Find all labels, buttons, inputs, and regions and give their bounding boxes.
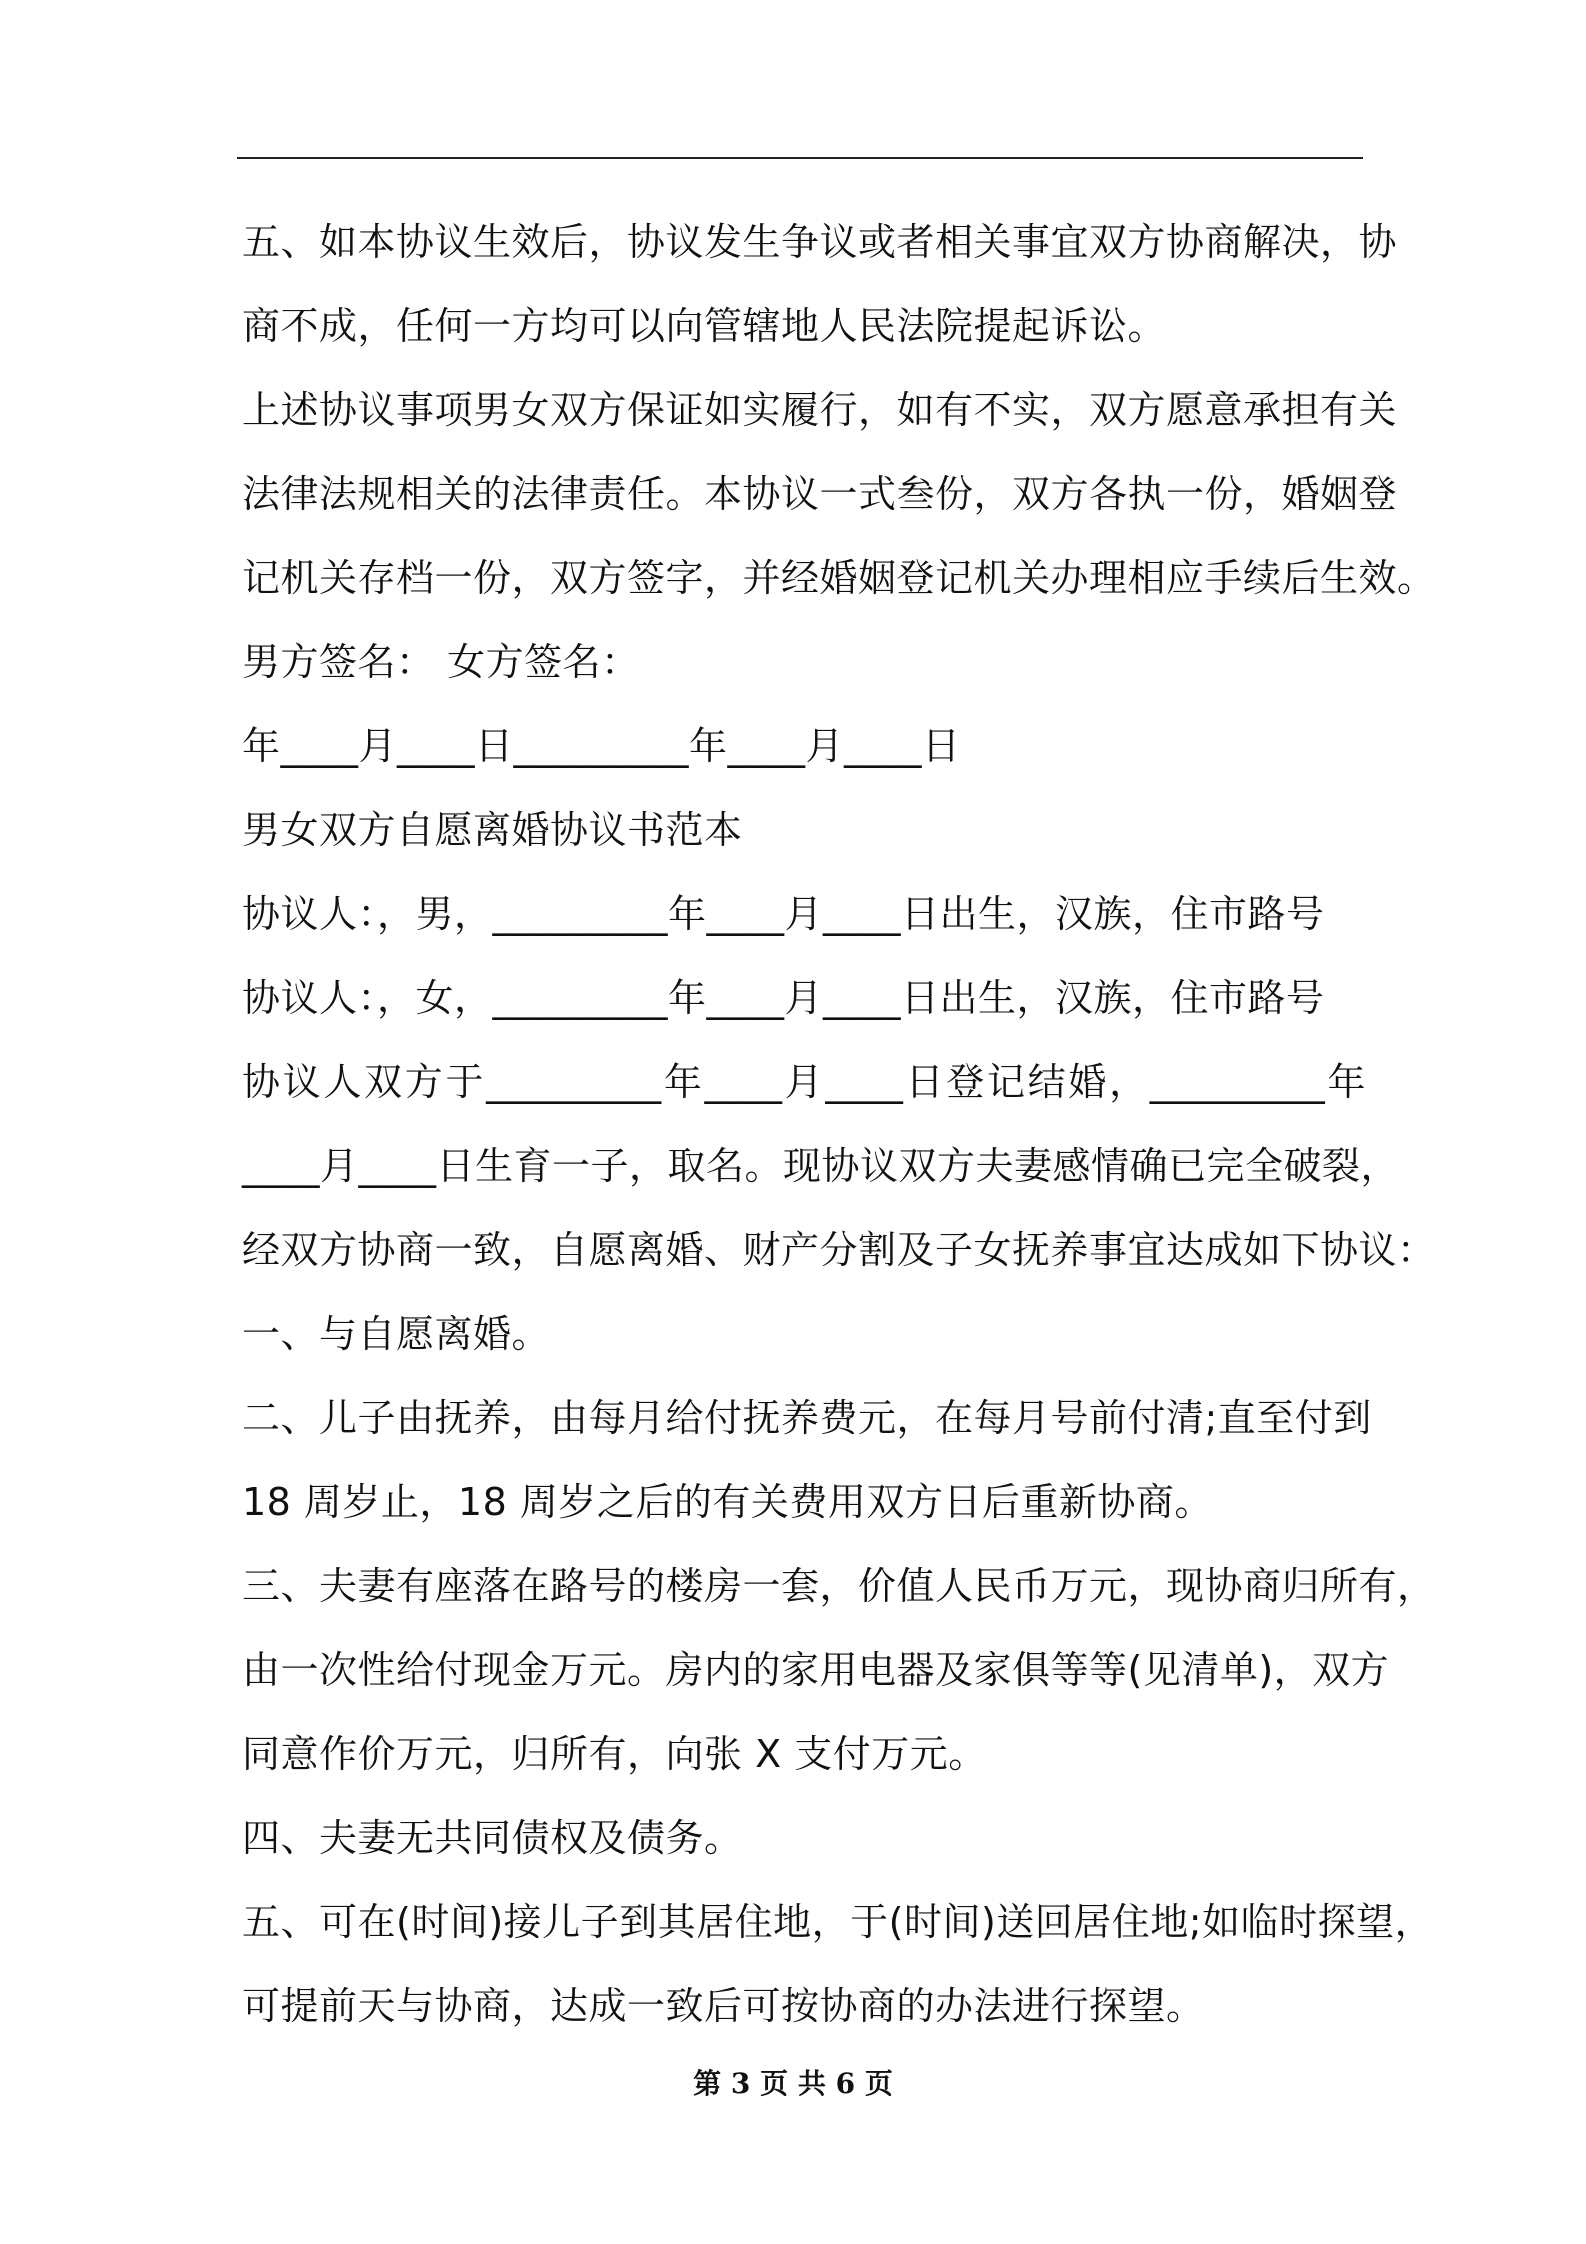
paragraph-line: 五、如本协议生效后，协议发生争议或者相关事宜双方协商解决，协: [242, 220, 1398, 264]
clause-line: 二、儿子由抚养，由每月给付抚养费元，在每月号前付清;直至付到: [242, 1396, 1372, 1440]
paragraph-line: 由一次性给付现金万元。房内的家用电器及家俱等等(见清单)，双方: [242, 1648, 1390, 1692]
paragraph-line: 经双方协商一致，自愿离婚、财产分割及子女抚养事宜达成如下协议：: [242, 1228, 1436, 1272]
clause-line: 四、夫妻无共同债权及债务。: [242, 1816, 743, 1860]
page-footer: 第 3 页 共 6 页: [693, 2067, 893, 2100]
clause-line: 五、可在(时间)接儿子到其居住地，于(时间)送回居住地;如临时探望，: [242, 1900, 1434, 1944]
section-title: 男女双方自愿离婚协议书范本: [242, 808, 743, 852]
signature-line: 男方签名： 女方签名：: [242, 640, 640, 684]
paragraph-line: 法律法规相关的法律责任。本协议一式叁份，双方各执一份，婚姻登: [242, 472, 1398, 516]
party-line: 协议人：，男，_________年____月____日出生，汉族，住市路号: [242, 892, 1325, 936]
paragraph-line: 记机关存档一份，双方签字，并经婚姻登记机关办理相应手续后生效。: [242, 556, 1436, 600]
paragraph-line: 18 周岁止，18 周岁之后的有关费用双方日后重新协商。: [242, 1480, 1213, 1524]
party-line: 协议人：，女，_________年____月____日出生，汉族，住市路号: [242, 976, 1325, 1020]
date-line: 年____月____日_________年____月____日: [242, 724, 961, 768]
paragraph-line: 商不成，任何一方均可以向管辖地人民法院提起诉讼。: [242, 304, 1167, 348]
clause-line: 三、夫妻有座落在路号的楼房一套，价值人民币万元，现协商归所有，: [242, 1564, 1436, 1608]
paragraph-line: 协议人双方于_________年____月____日登记结婚，_________年: [242, 1060, 1366, 1104]
clause-line: 一、与自愿离婚。: [242, 1312, 551, 1356]
header-rule: [237, 157, 1363, 159]
document-body: [242, 200, 1436, 2048]
paragraph-line: ____月____日生育一子，取名。现协议双方夫妻感情确已完全破裂，: [242, 1144, 1400, 1188]
paragraph-line: 同意作价万元，归所有，向张 X 支付万元。: [242, 1732, 987, 1776]
paragraph-line: 上述协议事项男女双方保证如实履行，如有不实，双方愿意承担有关: [242, 388, 1398, 432]
paragraph-line: 可提前天与协商，达成一致后可按协商的办法进行探望。: [242, 1984, 1205, 2028]
